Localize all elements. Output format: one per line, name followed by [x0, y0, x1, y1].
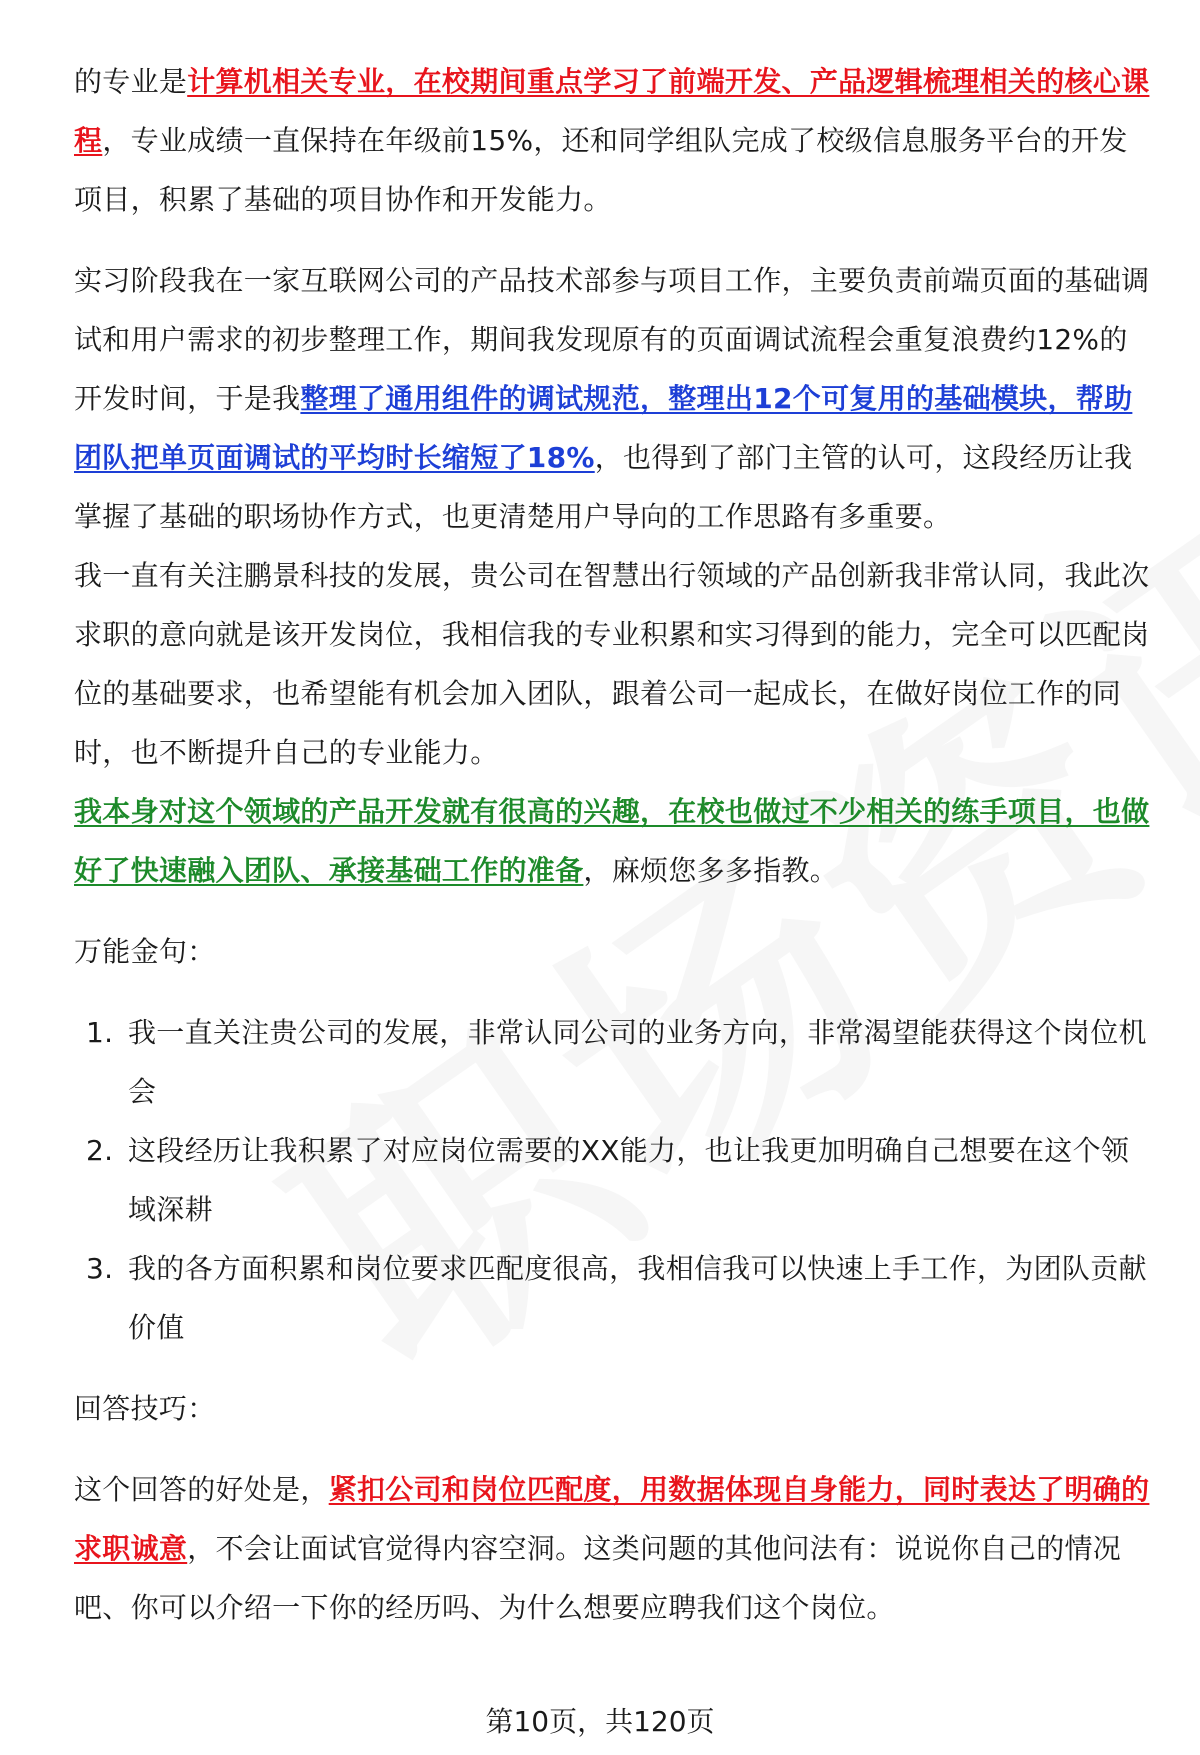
- list-text: 这段经历让我积累了对应岗位需要的XX能力，也让我更加明确自己想要在这个领域深耕: [128, 1134, 1130, 1226]
- paragraph-interest: [74, 782, 1154, 900]
- list-item: [74, 1003, 1154, 1121]
- highlight-blue: 整理了通用组件的调试规范，整理出12个可复用的基础模块，帮助团队把单页面调试的平均时长缩短了18%: [74, 382, 1133, 474]
- highlight-red: 紧扣公司和岗位匹配度，用数据体现自身能力，同时表达了明确的求职诚意: [74, 1473, 1150, 1565]
- paragraph-intent: 我一直有关注鹏景科技的发展，贵公司在智慧出行领域的产品创新我非常认同，我此次求职的意向就是该开发岗位，我相信我的专业积累和实习得到的能力，完全可以匹配岗位的基础要求，也希望能有机会加入团队，跟着公司一起成长，在做好岗位工作的同时，也不断提升自己的专业能力。: [74, 559, 1150, 769]
- heading-answer-tips: 回答技巧：: [74, 1392, 216, 1425]
- list-text: 我一直关注贵公司的发展，非常认同公司的业务方向，非常渴望能获得这个岗位机会: [128, 1016, 1147, 1108]
- paragraph-tips: [74, 1460, 1154, 1637]
- text-plain: ，也得到了部门主管的认可，这段经历让我掌握了基础的职场协作方式，也更清楚用户导向的工作思路有多重要。: [74, 441, 1133, 533]
- list-number: 3.: [86, 1252, 114, 1285]
- list-item: [74, 1121, 1154, 1239]
- list-number: 1.: [86, 1016, 114, 1049]
- heading-golden-sentences: 万能金句：: [74, 935, 216, 968]
- text-plain: 的专业是: [74, 65, 188, 98]
- text-plain: 这个回答的好处是，: [74, 1473, 329, 1506]
- paragraph-major: [74, 52, 1154, 229]
- text-plain: ，专业成绩一直保持在年级前15%，还和同学组队完成了校级信息服务平台的开发项目，积累了基础的项目协作和开发能力。: [74, 124, 1128, 216]
- list-item: [74, 1239, 1154, 1357]
- highlight-green: 我本身对这个领域的产品开发就有很高的兴趣，在校也做过不少相关的练手项目，也做好了快速融入团队、承接基础工作的准备: [74, 795, 1150, 887]
- golden-sentences-list: [74, 1003, 1154, 1357]
- document-body: [74, 52, 1154, 1637]
- paragraph-internship: [74, 251, 1154, 546]
- text-plain: ，不会让面试官觉得内容空洞。这类问题的其他问法有：说说你自己的情况吧、你可以介绍一下你的经历吗、为什么想要应聘我们这个岗位。: [74, 1532, 1122, 1624]
- list-text: 我的各方面积累和岗位要求匹配度很高，我相信我可以快速上手工作，为团队贡献价值: [128, 1252, 1147, 1344]
- page-number: 第10页，共120页: [485, 1705, 715, 1738]
- text-plain: 实习阶段我在一家互联网公司的产品技术部参与项目工作，主要负责前端页面的基础调试和用户需求的初步整理工作，期间我发现原有的页面调试流程会重复浪费约12%的开发时间，于是我: [74, 264, 1150, 415]
- text-plain: ，麻烦您多多指教。: [583, 854, 839, 887]
- list-number: 2.: [86, 1134, 114, 1167]
- highlight-red: 计算机相关专业，在校期间重点学习了前端开发、产品逻辑梳理相关的核心课程: [74, 65, 1150, 157]
